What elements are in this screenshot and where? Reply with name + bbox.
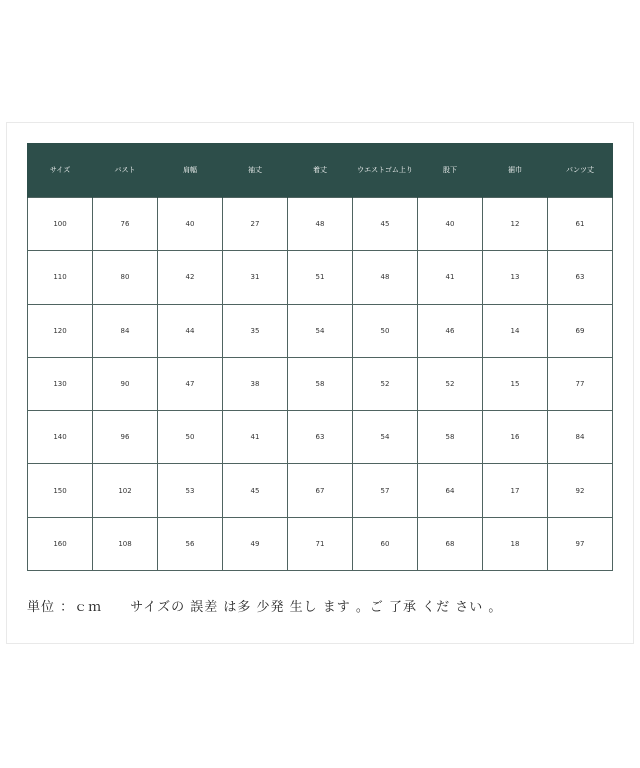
table-row	[28, 357, 613, 410]
table-cell: 15	[483, 357, 548, 410]
table-cell: 52	[353, 357, 418, 410]
table-cell: 48	[288, 198, 353, 251]
header-pants-length: パンツ丈	[548, 143, 613, 198]
table-row	[28, 517, 613, 570]
table-cell: 77	[548, 357, 613, 410]
table-cell: 90	[93, 357, 158, 410]
table-cell: 40	[158, 198, 223, 251]
disclaimer-text: サイズの 誤差 は多 少発 生し ます 。ご 了承 くだ さい 。	[130, 600, 503, 615]
table-cell: 110	[28, 251, 93, 304]
table-cell: 50	[158, 411, 223, 464]
header-body-length: 着丈	[288, 143, 353, 198]
table-cell: 49	[223, 517, 288, 570]
table-cell: 100	[28, 198, 93, 251]
table-cell: 45	[223, 464, 288, 517]
table-cell: 63	[288, 411, 353, 464]
table-row	[28, 251, 613, 304]
table-cell: 31	[223, 251, 288, 304]
table-cell: 60	[353, 517, 418, 570]
header-bust: バスト	[93, 143, 158, 198]
table-cell: 12	[483, 198, 548, 251]
table-cell: 45	[353, 198, 418, 251]
table-cell: 14	[483, 304, 548, 357]
table-cell: 35	[223, 304, 288, 357]
table-cell: 67	[288, 464, 353, 517]
table-row	[28, 464, 613, 517]
table-cell: 50	[353, 304, 418, 357]
table-cell: 41	[418, 251, 483, 304]
table-cell: 40	[418, 198, 483, 251]
table-cell: 96	[93, 411, 158, 464]
table-cell: 52	[418, 357, 483, 410]
table-cell: 68	[418, 517, 483, 570]
table-cell: 51	[288, 251, 353, 304]
unit-label: 単位 ：ｃｍ	[27, 600, 103, 615]
table-cell: 140	[28, 411, 93, 464]
table-row	[28, 198, 613, 251]
table-cell: 46	[418, 304, 483, 357]
table-cell: 108	[93, 517, 158, 570]
table-cell: 120	[28, 304, 93, 357]
table-cell: 97	[548, 517, 613, 570]
table-cell: 61	[548, 198, 613, 251]
table-cell: 41	[223, 411, 288, 464]
table-cell: 160	[28, 517, 93, 570]
header-size: サイズ	[28, 143, 93, 198]
table-cell: 54	[353, 411, 418, 464]
table-cell: 84	[548, 411, 613, 464]
table-cell: 47	[158, 357, 223, 410]
table-cell: 16	[483, 411, 548, 464]
header-shoulder-width: 肩幅	[158, 143, 223, 198]
table-cell: 56	[158, 517, 223, 570]
size-note	[27, 596, 502, 615]
table-cell: 58	[288, 357, 353, 410]
table-cell: 18	[483, 517, 548, 570]
table-row	[28, 304, 613, 357]
table-cell: 69	[548, 304, 613, 357]
table-cell: 42	[158, 251, 223, 304]
header-inseam: 股下	[418, 143, 483, 198]
table-cell: 57	[353, 464, 418, 517]
table-row	[28, 411, 613, 464]
header-waist: ウエストゴム上り	[353, 143, 418, 198]
table-cell: 17	[483, 464, 548, 517]
table-cell: 48	[353, 251, 418, 304]
table-cell: 63	[548, 251, 613, 304]
header-sleeve-length: 袖丈	[223, 143, 288, 198]
table-cell: 38	[223, 357, 288, 410]
table-cell: 71	[288, 517, 353, 570]
table-cell: 27	[223, 198, 288, 251]
table-cell: 130	[28, 357, 93, 410]
table-cell: 44	[158, 304, 223, 357]
size-table	[27, 143, 613, 571]
table-cell: 76	[93, 198, 158, 251]
table-cell: 64	[418, 464, 483, 517]
table-cell: 54	[288, 304, 353, 357]
table-body	[28, 198, 613, 571]
table-cell: 84	[93, 304, 158, 357]
header-hem-width: 裾巾	[483, 143, 548, 198]
table-header-row	[28, 143, 613, 198]
table-cell: 13	[483, 251, 548, 304]
table-cell: 80	[93, 251, 158, 304]
table-cell: 92	[548, 464, 613, 517]
table-cell: 150	[28, 464, 93, 517]
table-cell: 102	[93, 464, 158, 517]
table-cell: 53	[158, 464, 223, 517]
table-cell: 58	[418, 411, 483, 464]
